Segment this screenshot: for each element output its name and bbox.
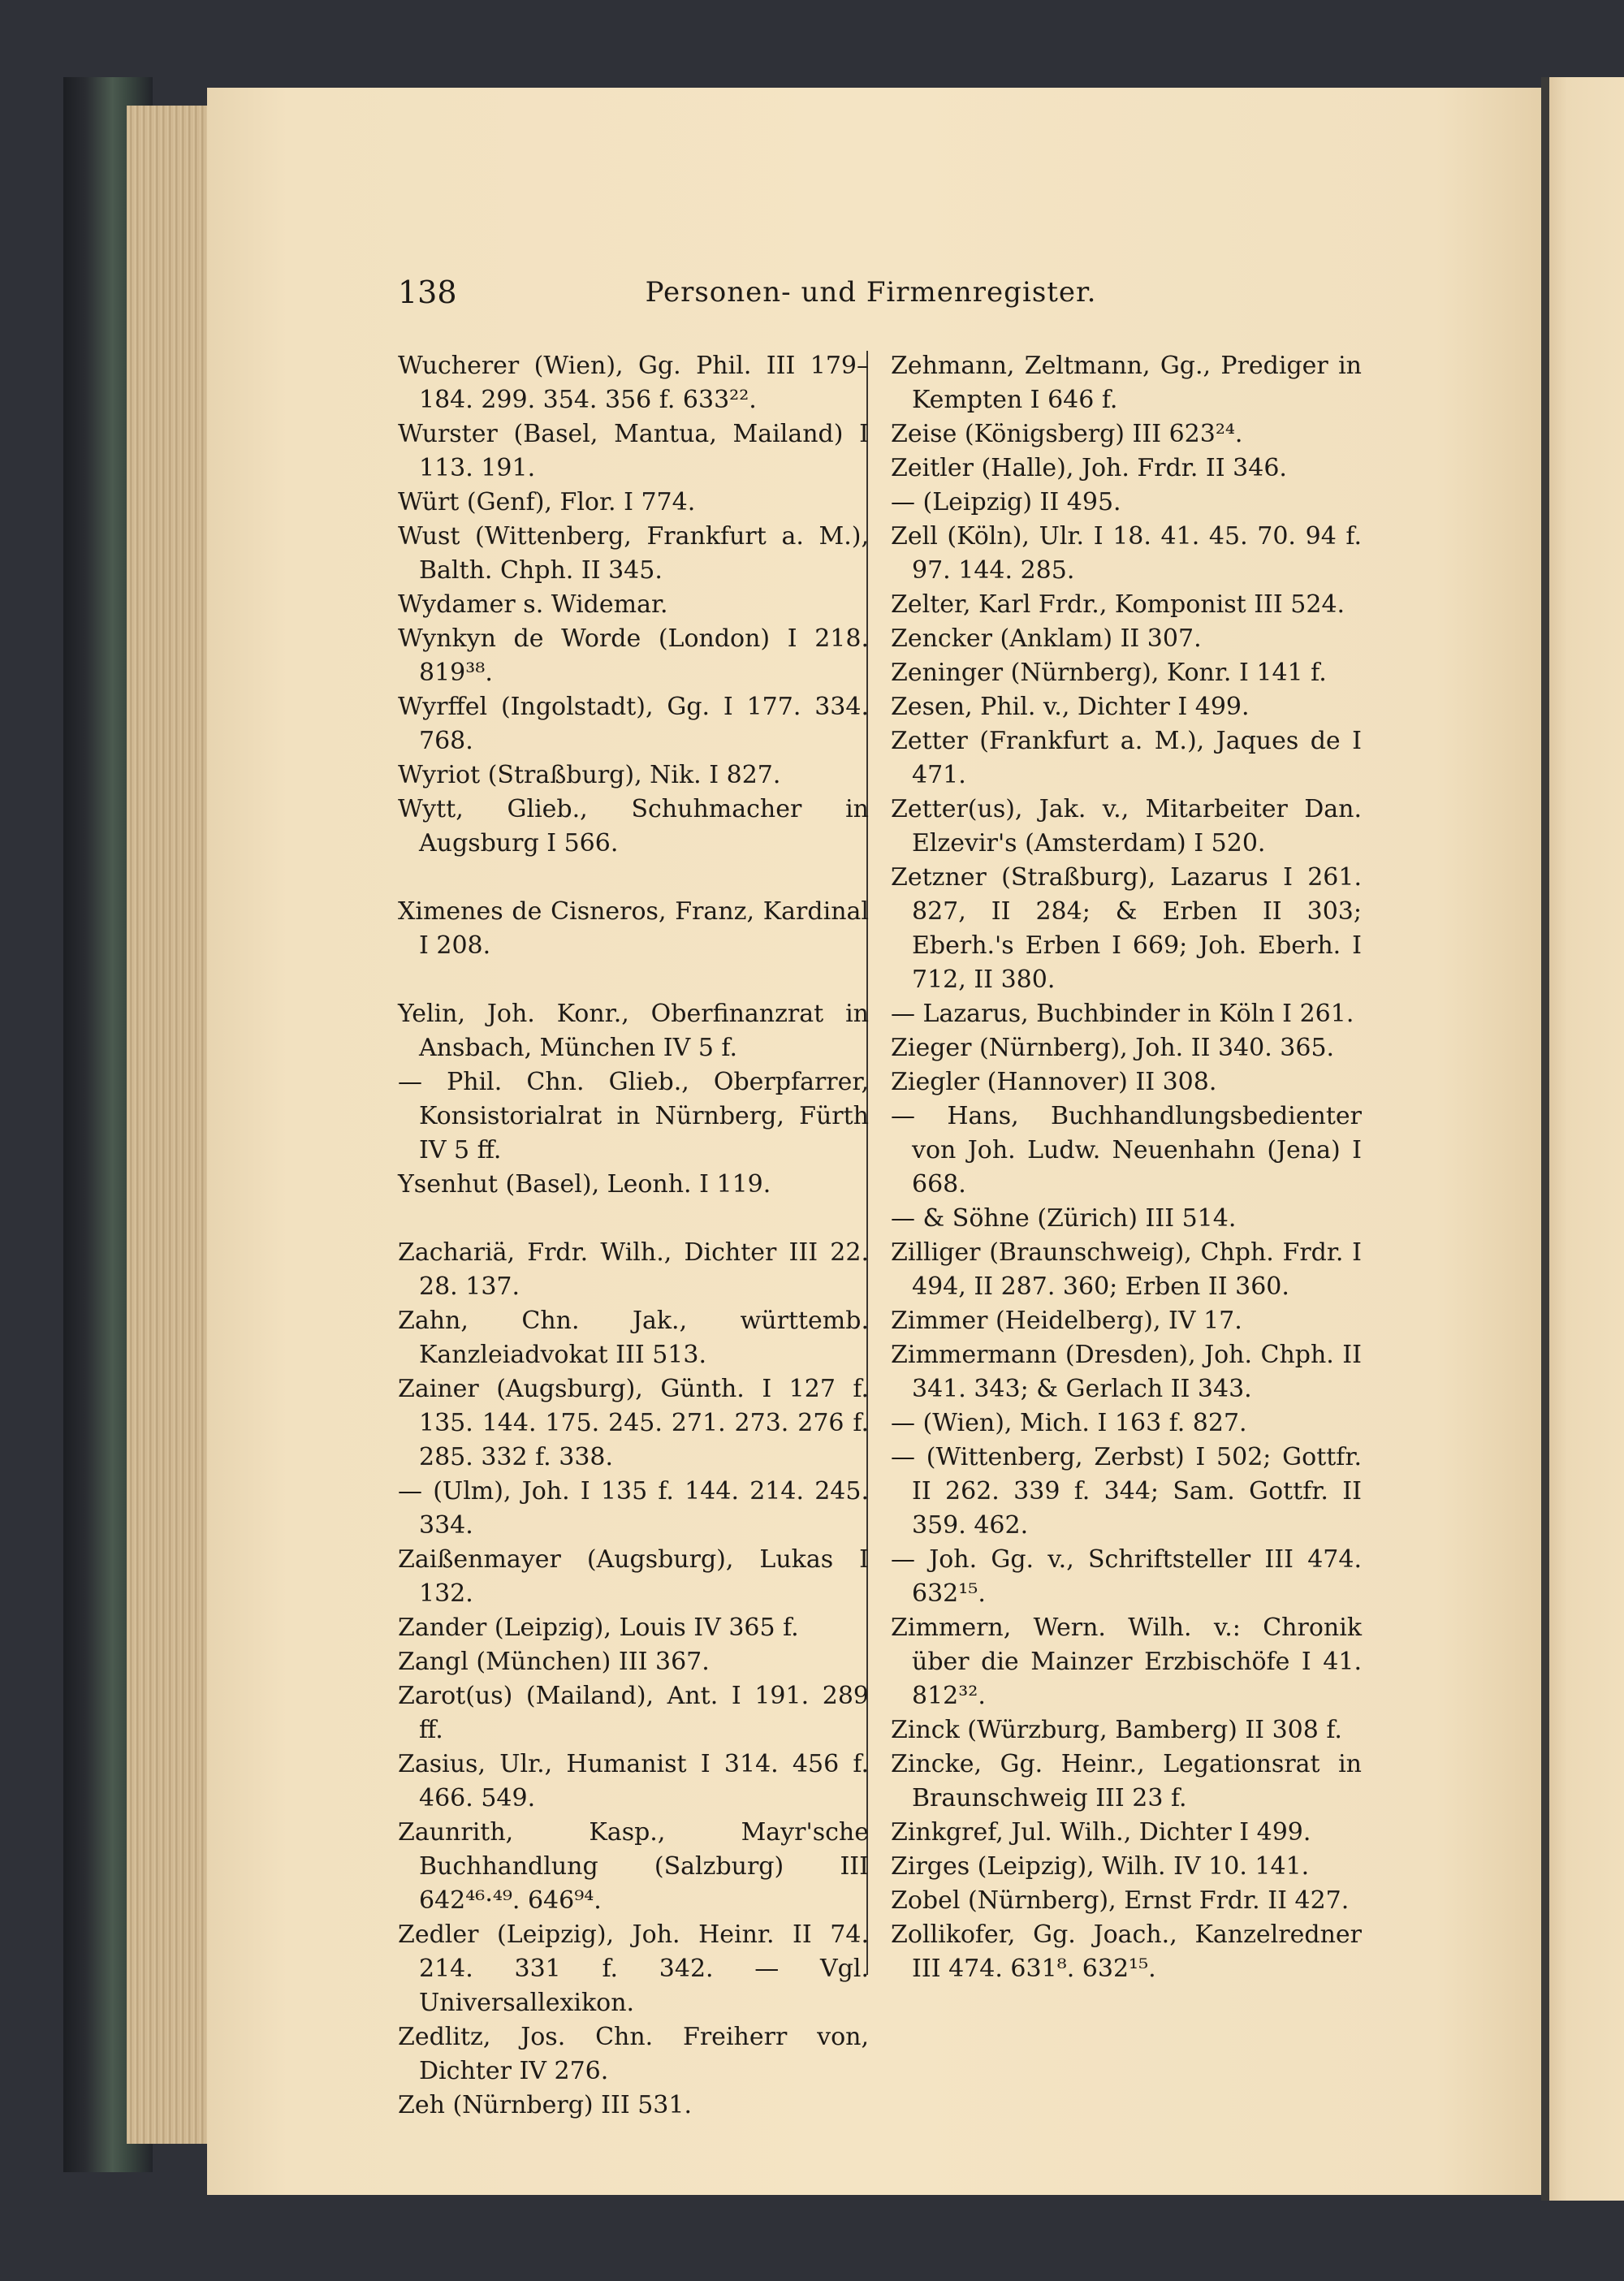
running-head: Personen- und Firmenregister.	[645, 276, 1097, 309]
index-entry: Zaißenmayer (Augsburg), Lukas I 132.	[398, 1545, 869, 1608]
left-column	[398, 349, 869, 2123]
index-entry: Zollikofer, Gg. Joach., Kanzelredner III 474. 631⁸. 632¹⁵.	[891, 1920, 1362, 1983]
index-entry: Zasius, Ulr., Humanist I 314. 456 f. 466. 549.	[398, 1750, 869, 1812]
index-entry: Zeise (Königsberg) III 623²⁴.	[891, 420, 1243, 448]
index-entry: Zimmern, Wern. Wilh. v.: Chronik über die Mainzer Erzbischöfe I 41. 812³².	[891, 1614, 1362, 1710]
index-entry: Zander (Leipzig), Louis IV 365 f.	[398, 1614, 799, 1642]
page-header	[398, 274, 1344, 315]
index-entry: Zetter (Frankfurt a. M.), Jaques de I 471.	[891, 727, 1362, 789]
index-entry: Zinck (Würzburg, Bamberg) II 308 f.	[891, 1716, 1342, 1744]
section-gap	[398, 861, 869, 895]
index-entry: Wynkyn de Worde (London) I 218. 819³⁸.	[398, 624, 869, 687]
index-entry: — Lazarus, Buchbinder in Köln I 261.	[891, 1000, 1354, 1028]
index-entry: Ziegler (Hannover) II 308.	[891, 1068, 1217, 1096]
index-entry: Zieger (Nürnberg), Joh. II 340. 365.	[891, 1034, 1335, 1062]
index-entry: — & Söhne (Zürich) III 514.	[891, 1204, 1237, 1233]
index-entry: — (Ulm), Joh. I 135 f. 144. 214. 245. 334.	[398, 1477, 869, 1540]
index-entry: Wust (Wittenberg, Frankfurt a. M.), Balth. Chph. II 345.	[398, 522, 869, 585]
index-entry: Wytt, Glieb., Schuhmacher in Augsburg I 566.	[398, 795, 869, 858]
section-gap	[398, 963, 869, 997]
index-entry: Yelin, Joh. Konr., Oberfinanzrat in Ansbach, München IV 5 f.	[398, 1000, 869, 1062]
index-entry: Zahn, Chn. Jak., württemb. Kanzleiadvokat III 513.	[398, 1307, 869, 1369]
index-entry: Zincke, Gg. Heinr., Legationsrat in Braunschweig III 23 f.	[891, 1750, 1362, 1812]
index-entry: Zimmermann (Dresden), Joh. Chph. II 341. 343; & Gerlach II 343.	[891, 1341, 1362, 1403]
index-entry: Zaunrith, Kasp., Mayr'sche Buchhandlung (Salzburg) III 642⁴⁶·⁴⁹. 646⁹⁴.	[398, 1818, 869, 1915]
index-entry: — Hans, Buchhandlungsbedienter von Joh. Ludw. Neuenhahn (Jena) I 668.	[891, 1102, 1362, 1199]
index-entry: Zelter, Karl Frdr., Komponist III 524.	[891, 590, 1345, 619]
index-entry: Zencker (Anklam) II 307.	[891, 624, 1202, 653]
index-entry: Zeninger (Nürnberg), Konr. I 141 f.	[891, 659, 1327, 687]
index-entry: Wurster (Basel, Mantua, Mailand) I 113. 191.	[398, 420, 869, 482]
index-entry: Zimmer (Heidelberg), IV 17.	[891, 1307, 1242, 1335]
index-entry: Zeitler (Halle), Joh. Frdr. II 346.	[891, 454, 1287, 482]
index-entry: Zehmann, Zeltmann, Gg., Prediger in Kempten I 646 f.	[891, 352, 1362, 414]
index-entry: Zedler (Leipzig), Joh. Heinr. II 74. 214. 331 f. 342. — Vgl. Universallexikon.	[398, 1920, 869, 2017]
index-entry: — (Wittenberg, Zerbst) I 502; Gottfr. II 262. 339 f. 344; Sam. Gottfr. II 359. 462.	[891, 1443, 1362, 1540]
index-entry: Zesen, Phil. v., Dichter I 499.	[891, 693, 1250, 721]
index-entry: — (Wien), Mich. I 163 f. 827.	[891, 1409, 1247, 1437]
page-number: 138	[398, 274, 457, 310]
index-entry: Zarot(us) (Mailand), Ant. I 191. 289 ff.	[398, 1682, 869, 1744]
index-entry: Zinkgref, Jul. Wilh., Dichter I 499.	[891, 1818, 1311, 1847]
section-gap	[398, 1202, 869, 1236]
index-entry: Zirges (Leipzig), Wilh. IV 10. 141.	[891, 1852, 1310, 1881]
index-entry: Wyriot (Straßburg), Nik. I 827.	[398, 761, 781, 789]
index-entry: Zetter(us), Jak. v., Mitarbeiter Dan. Elzevir's (Amsterdam) I 520.	[891, 795, 1362, 858]
index-entry: Wyrffel (Ingolstadt), Gg. I 177. 334. 768.	[398, 693, 869, 755]
index-entry: Zeh (Nürnberg) III 531.	[398, 2091, 693, 2119]
index-entry: Zobel (Nürnberg), Ernst Frdr. II 427.	[891, 1886, 1350, 1915]
index-entry: Ysenhut (Basel), Leonh. I 119.	[398, 1170, 771, 1199]
facing-page-edge	[1543, 77, 1624, 2201]
index-entry: Zachariä, Frdr. Wilh., Dichter III 22. 28. 137.	[398, 1238, 869, 1301]
index-entry: Zainer (Augsburg), Günth. I 127 f. 135. 144. 175. 245. 271. 273. 276 f. 285. 332 f. 338.	[398, 1375, 869, 1471]
index-entry: Würt (Genf), Flor. I 774.	[398, 488, 696, 516]
index-entry: Zetzner (Straßburg), Lazarus I 261. 827, II 284; & Erben II 303; Eberh.'s Erben I 669; Joh. Eberh. I 712, II 380.	[891, 863, 1362, 994]
right-column	[891, 349, 1362, 1986]
index-entry: Zedlitz, Jos. Chn. Freiherr von, Dichter IV 276.	[398, 2023, 869, 2085]
index-entry: — (Leipzig) II 495.	[891, 488, 1121, 516]
index-entry: Zell (Köln), Ulr. I 18. 41. 45. 70. 94 f. 97. 144. 285.	[891, 522, 1362, 585]
index-entry: — Phil. Chn. Glieb., Oberpfarrer, Konsistorialrat in Nürnberg, Fürth IV 5 ff.	[398, 1068, 869, 1164]
index-entry: Ximenes de Cisneros, Franz, Kardinal I 208.	[398, 897, 869, 960]
index-entry: Wydamer s. Widemar.	[398, 590, 668, 619]
index-entry: Wucherer (Wien), Gg. Phil. III 179–184. 299. 354. 356 f. 633²².	[398, 352, 869, 414]
book-gutter	[1541, 77, 1549, 2201]
index-entry: — Joh. Gg. v., Schriftsteller III 474. 632¹⁵.	[891, 1545, 1362, 1608]
index-entry: Zangl (München) III 367.	[398, 1648, 710, 1676]
page-edges	[127, 106, 216, 2144]
index-entry: Zilliger (Braunschweig), Chph. Frdr. I 494, II 287. 360; Erben II 360.	[891, 1238, 1362, 1301]
